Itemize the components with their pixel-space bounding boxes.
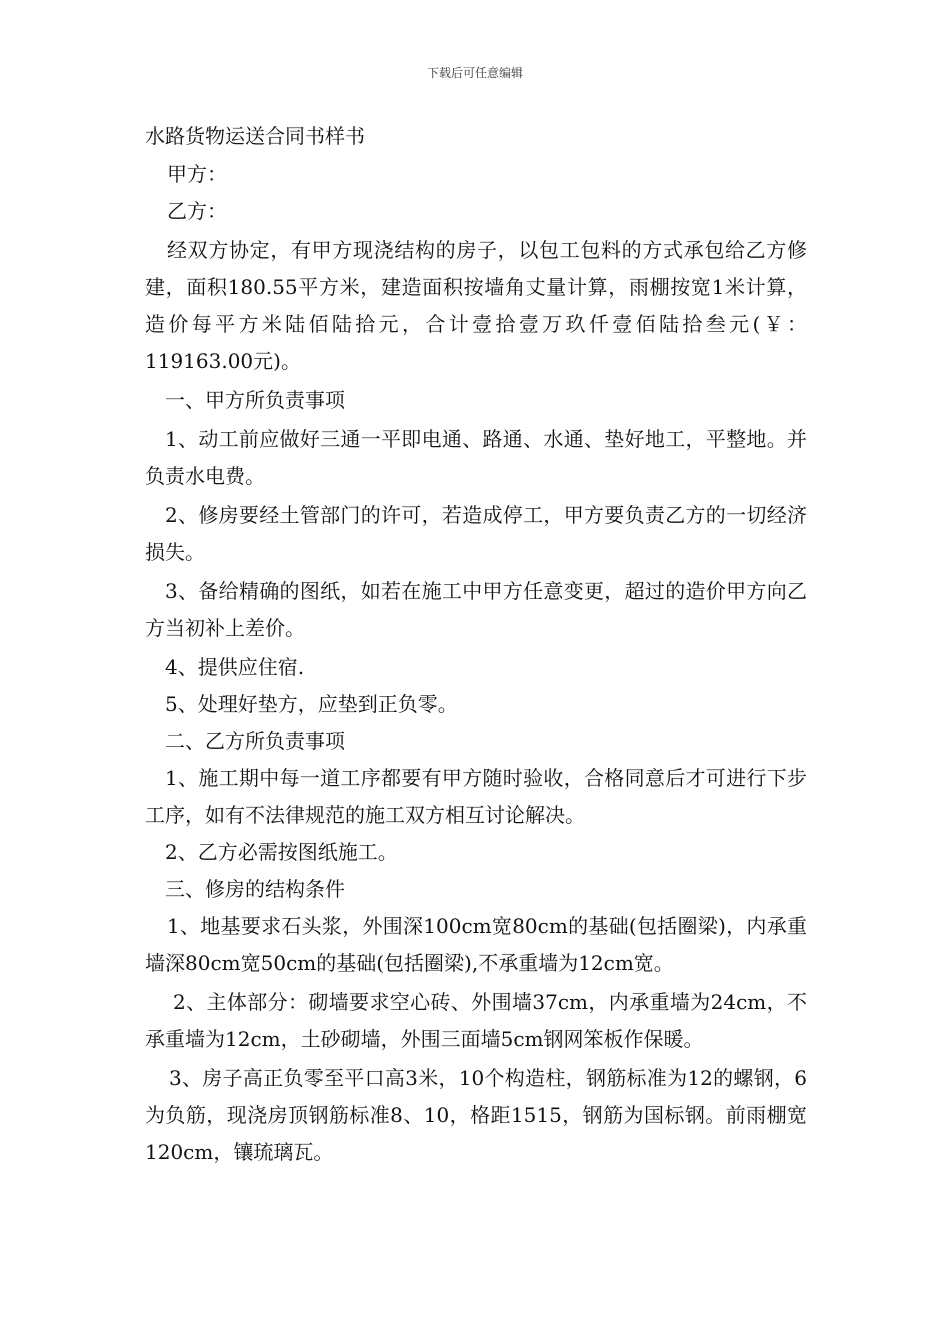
section-2-item-1: 1、施工期中每一道工序都要有甲方随时验收，合格同意后才可进行下步工序，如有不法律规范的施工双方相互讨论解决。 bbox=[145, 766, 807, 827]
section-2-item-2: 2、乙方必需按图纸施工。 bbox=[165, 840, 398, 864]
section-1-item-5: 5、处理好垫方，应垫到正负零。 bbox=[165, 692, 458, 716]
section-1-item-2: 2、修房要经土管部门的许可，若造成停工，甲方要负责乙方的一切经济损失。 bbox=[145, 503, 807, 564]
party-a-line: 甲方： bbox=[167, 162, 227, 186]
section-1-item-3: 3、备给精确的图纸，如若在施工中甲方任意变更，超过的造价甲方向乙方当初补上差价。 bbox=[145, 579, 807, 640]
section-3-item-1: 1、地基要求石头浆，外围深100cm宽80cm的基础(包括圈梁)，内承重墙深80cm宽50cm的基础(包括圈梁),不承重墙为12cm宽。 bbox=[145, 914, 807, 975]
section-3-heading: 三、修房的结构条件 bbox=[165, 877, 345, 901]
document-body bbox=[145, 118, 807, 1171]
document-title: 水路货物运送合同书样书 bbox=[145, 124, 365, 148]
section-3-item-3: 3、房子高正负零至平口高3米，10个构造柱，钢筋标准为12的螺钢，6为负筋，现浇房顶钢筋标准8、10，格距1515，钢筋为国标钢。前雨棚宽120cm，镶琉璃瓦。 bbox=[145, 1066, 807, 1164]
section-2-heading: 二、乙方所负责事项 bbox=[165, 729, 345, 753]
section-1-item-1: 1、动工前应做好三通一平即电通、路通、水通、垫好地工，平整地。并负责水电费。 bbox=[145, 427, 807, 488]
intro-paragraph: 经双方协定，有甲方现浇结构的房子，以包工包料的方式承包给乙方修建，面积180.55平方米，建造面积按墙角丈量计算，雨棚按宽1米计算，造价每平方米陆佰陆拾元，合计壹拾壹万玖仟壹佰陆拾叁元(￥：119163.00元)。 bbox=[145, 238, 807, 373]
section-1-heading: 一、甲方所负责事项 bbox=[165, 388, 345, 412]
section-3-item-2: 2、主体部分：砌墙要求空心砖、外围墙37cm，内承重墙为24cm，不承重墙为12cm，土砂砌墙，外围三面墙5cm钢网笨板作保暖。 bbox=[145, 990, 807, 1051]
section-1-item-4: 4、提供应住宿. bbox=[165, 655, 305, 679]
header-note: 下载后可任意编辑 bbox=[426, 66, 523, 80]
party-b-line: 乙方： bbox=[167, 199, 227, 223]
